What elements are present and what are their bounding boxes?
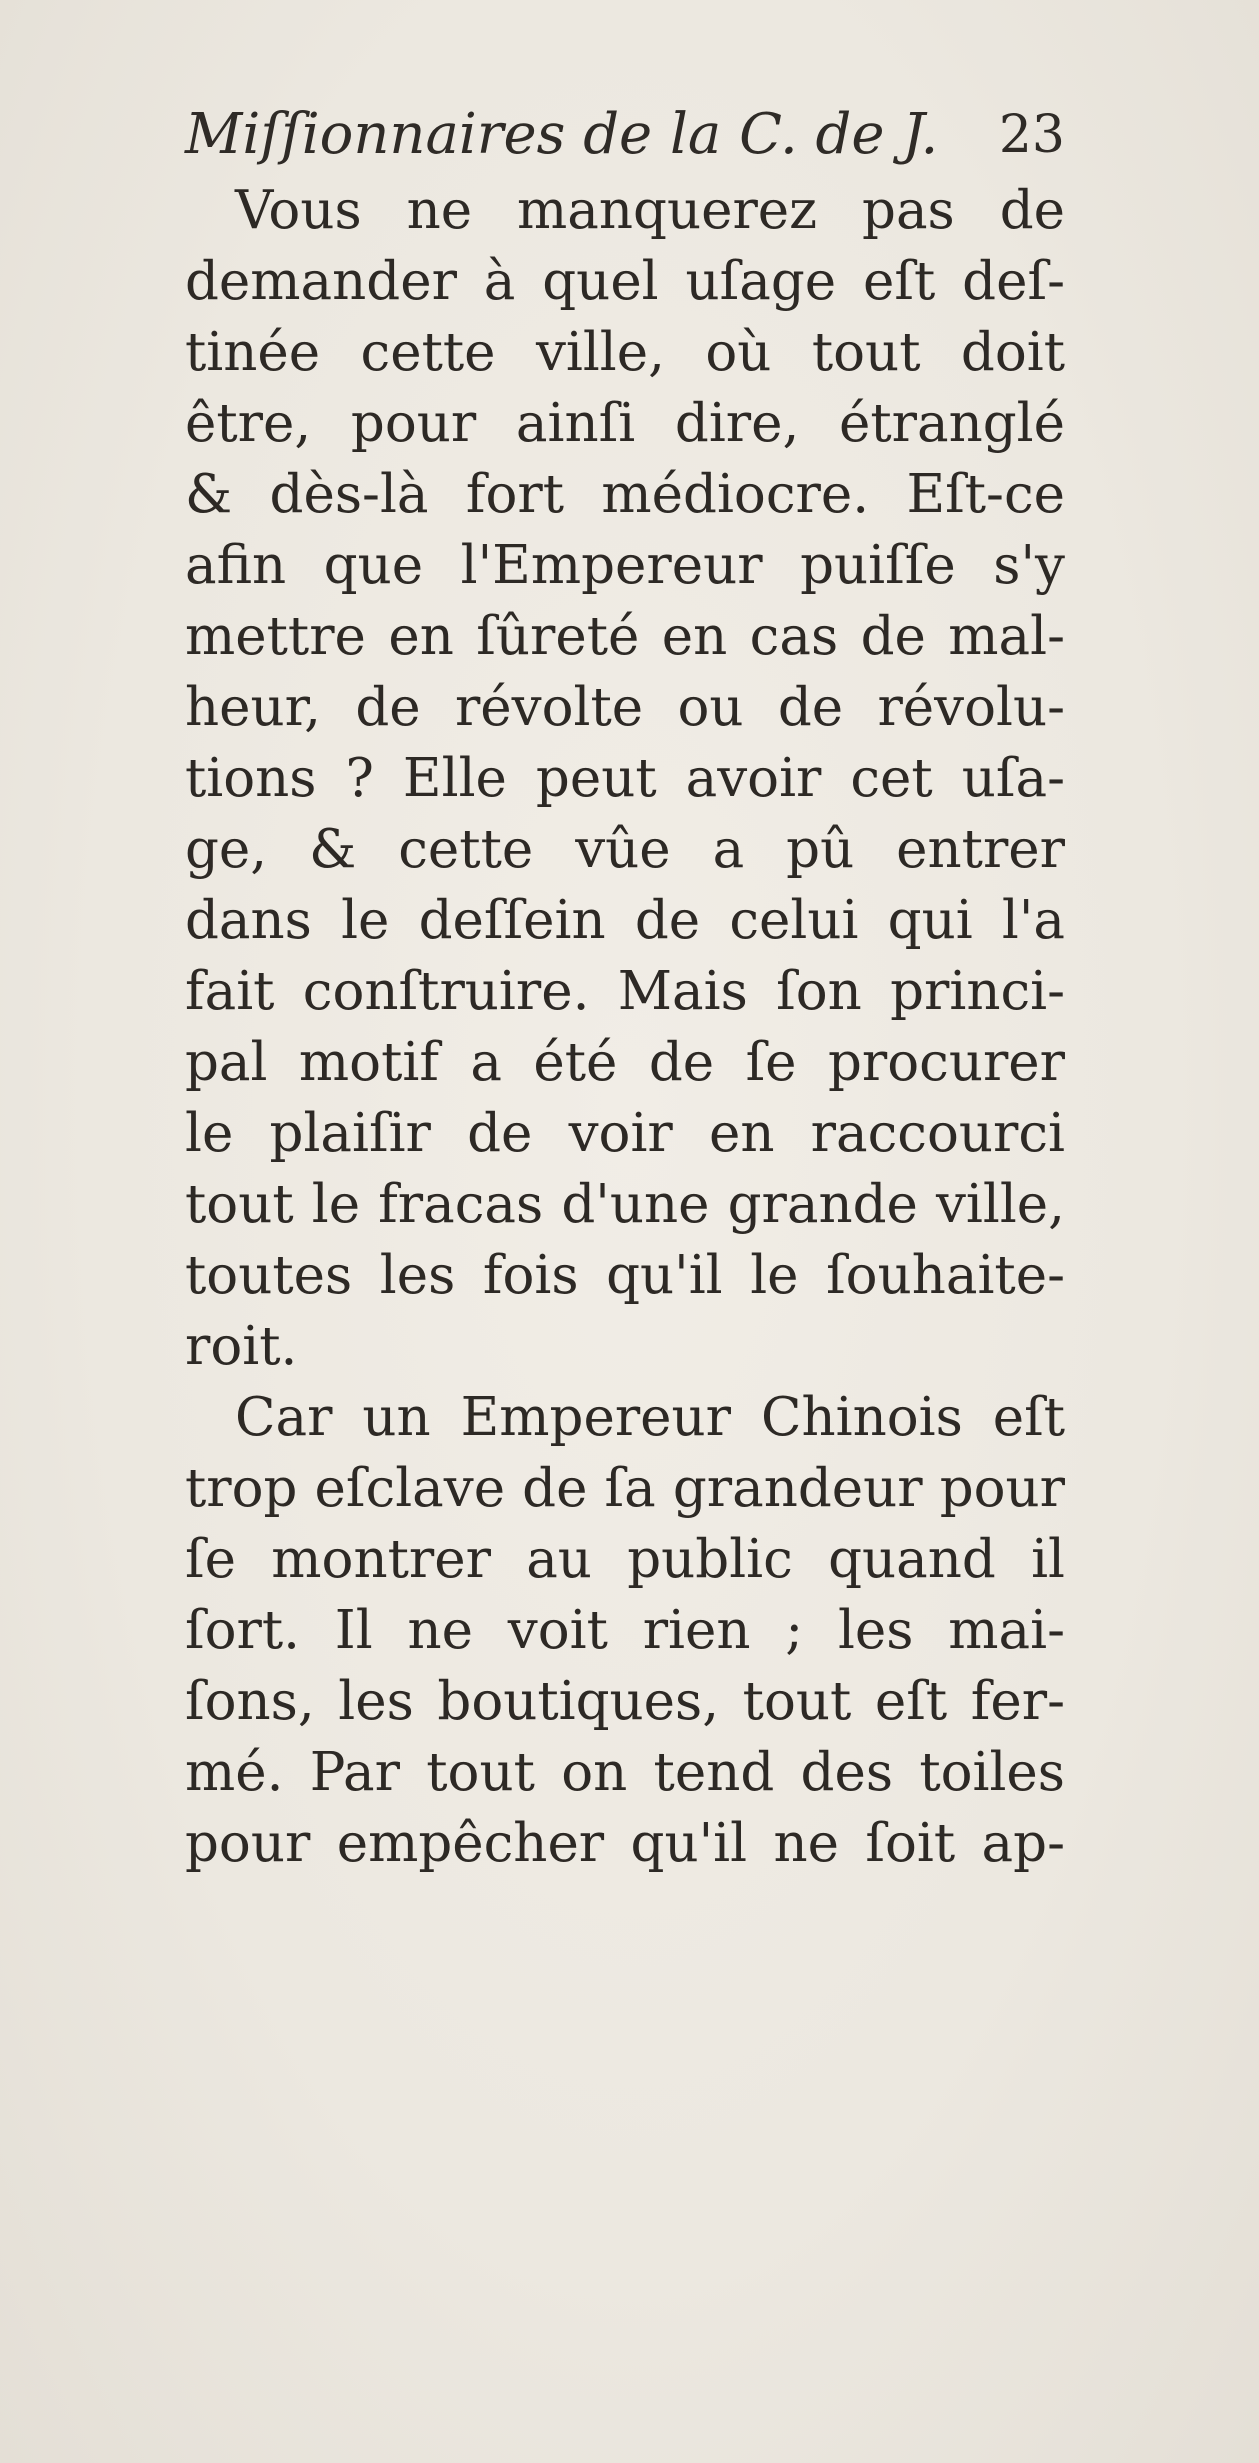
text-line: Car un Empereur Chinois eſt <box>235 1387 1065 1448</box>
text-line: ſons, les boutiques, tout eſt fer- <box>185 1671 1065 1732</box>
text-line: être, pour ainſi dire, étranglé <box>185 393 1065 454</box>
body-text <box>185 175 1065 1879</box>
text-line: afin que l'Empereur puiſſe s'y <box>185 535 1065 596</box>
text-line: demander à quel uſage eſt deſ- <box>185 251 1065 312</box>
text-line: trop eſclave de ſa grandeur pour <box>185 1458 1065 1519</box>
text-line: pour empêcher qu'il ne ſoit ap- <box>185 1813 1065 1874</box>
text-line: tions ? Elle peut avoir cet uſa- <box>185 748 1065 809</box>
text-line: toutes les fois qu'il le ſouhaite- <box>185 1245 1065 1306</box>
page-number: 23 <box>998 105 1065 165</box>
text-line: heur, de révolte ou de révolu- <box>185 677 1065 738</box>
text-line: dans le deſſein de celui qui l'a <box>185 890 1065 951</box>
text-line: ge, & cette vûe a pû entrer <box>185 819 1065 880</box>
text-line: & dès-là fort médiocre. Eſt-ce <box>185 464 1065 525</box>
running-head <box>185 95 1065 175</box>
text-line: tinée cette ville, où tout doit <box>185 322 1065 383</box>
text-line: le plaiſir de voir en raccourci <box>185 1103 1065 1164</box>
text-line: tout le fracas d'une grande ville, <box>185 1174 1065 1235</box>
text-line: mettre en ſûreté en cas de mal- <box>185 606 1065 667</box>
text-line: mé. Par tout on tend des toiles <box>185 1742 1065 1803</box>
text-line: ſort. Il ne voit rien ; les mai- <box>185 1600 1065 1661</box>
text-line: fait conſtruire. Mais ſon princi- <box>185 961 1065 1022</box>
text-line: Vous ne manquerez pas de <box>235 180 1065 241</box>
text-line: roit. <box>185 1316 298 1377</box>
running-head-title: Miſſionnaires de la C. de J. <box>185 102 939 167</box>
text-line: pal motif a été de ſe procurer <box>185 1032 1065 1093</box>
text-line: ſe montrer au public quand il <box>185 1529 1065 1590</box>
